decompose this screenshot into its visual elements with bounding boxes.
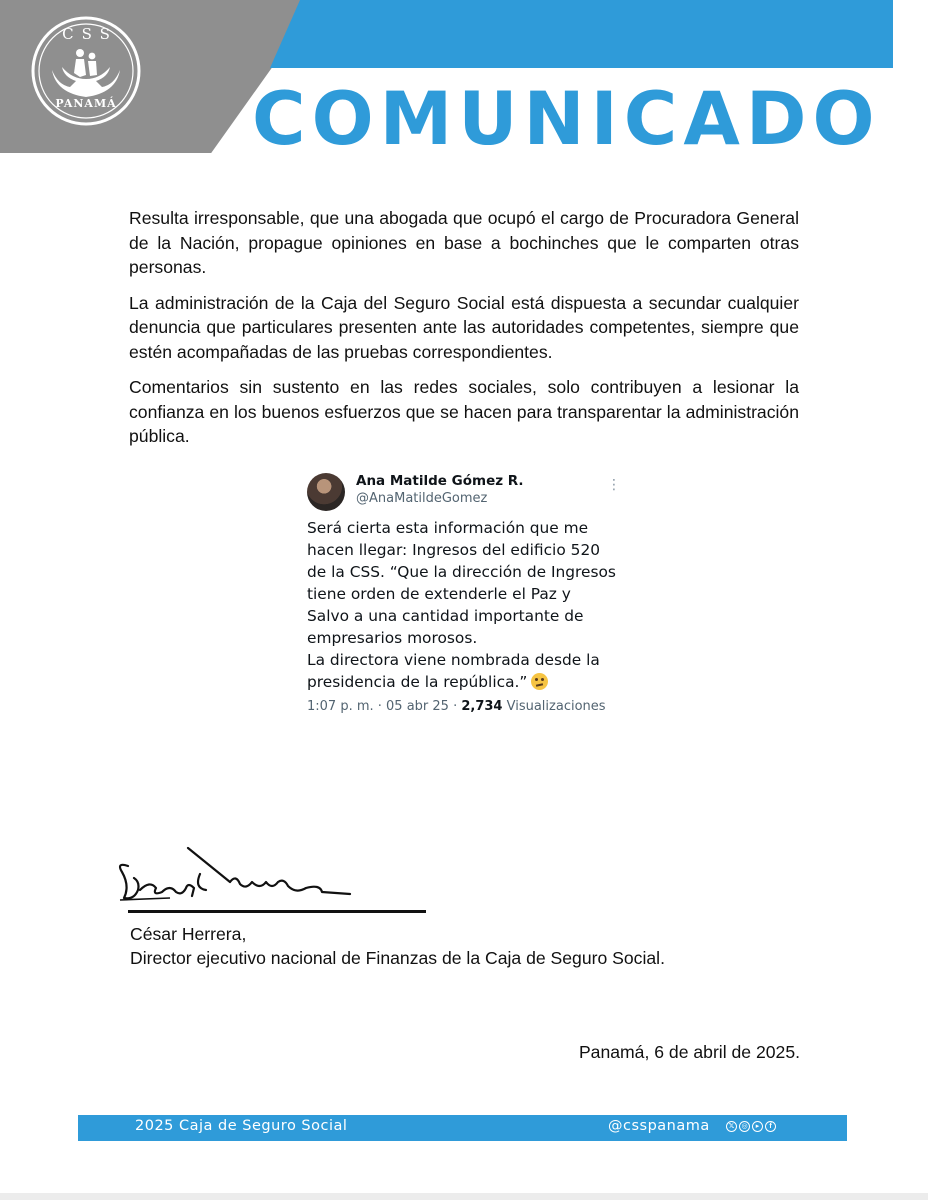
tweet-line: empresarios morosos.: [307, 629, 478, 647]
footer-copyright: 2025 Caja de Seguro Social: [135, 1118, 348, 1134]
embedded-tweet: [307, 470, 625, 720]
tweet-line: Salvo a una cantidad importante de: [307, 607, 584, 625]
tweet-timestamp: 1:07 p. m. · 05 abr 25 ·: [307, 699, 462, 714]
more-options-icon: ⋮: [607, 477, 621, 493]
tweet-line: hacen llegar: Ingresos del edificio 520: [307, 541, 601, 559]
tweet-author-handle: @AnaMatildeGomez: [356, 491, 488, 506]
youtube-icon: ▸: [752, 1121, 763, 1132]
signer-name: César Herrera,: [130, 924, 247, 944]
signer-title: Director ejecutivo nacional de Finanzas de la Caja de Seguro Social.: [130, 948, 665, 968]
tweet-text: [307, 517, 637, 693]
paragraph-1: Resulta irresponsable, que una abogada que ocupó el cargo de Procuradora General de la Nación, propague opiniones en base a bochinches que le comparten otras personas.: [129, 208, 799, 277]
logo-letters: CSS: [62, 25, 118, 43]
header-blue-band: [270, 0, 893, 68]
paragraph-3: Comentarios sin sustento en las redes sociales, solo contribuyen a lesionar la confianza en los buenos esfuerzos que se hacen para transparentar la administración pública.: [129, 377, 799, 446]
tweet-line-last: [307, 671, 637, 693]
tweet-meta: [307, 699, 606, 714]
tweet-line: de la CSS. “Que la dirección de Ingresos: [307, 563, 616, 581]
signer-block: [130, 922, 665, 970]
x-icon: 𝕏: [726, 1121, 737, 1132]
tweet-author-name: Ana Matilde Gómez R.: [356, 473, 524, 489]
document-date: Panamá, 6 de abril de 2025.: [578, 1042, 800, 1062]
logo-country: PANAMÁ: [55, 97, 117, 110]
footer-bar: [78, 1115, 847, 1141]
paragraph-2: La administración de la Caja del Seguro Social está dispuesta a secundar cualquier denuncia que particulares presenten ante las autoridades competentes, siempre que estén acompañadas de las pruebas correspondientes.: [129, 292, 799, 362]
facebook-icon: f: [765, 1121, 776, 1132]
tweet-line: tiene orden de extenderle el Paz y: [307, 585, 571, 603]
bottom-edge: [0, 1193, 928, 1200]
page-title: COMUNICADO: [252, 77, 881, 162]
instagram-icon: ◎: [739, 1121, 750, 1132]
footer-social-handle: @csspanama: [608, 1118, 710, 1134]
tweet-line: presidencia de la república.”: [307, 673, 528, 691]
tweet-line: Será cierta esta información que me: [307, 519, 589, 537]
css-logo: [30, 15, 142, 127]
tweet-line: La directora viene nombrada desde la: [307, 651, 600, 669]
signature-icon: [110, 838, 440, 918]
tweet-views-count: 2,734: [461, 699, 503, 714]
signature-line: [128, 910, 426, 913]
tweet-avatar: [307, 473, 345, 511]
thinking-face-icon: [531, 673, 548, 690]
statement-body: [129, 206, 799, 460]
tweet-views-label: Visualizaciones: [502, 699, 606, 714]
